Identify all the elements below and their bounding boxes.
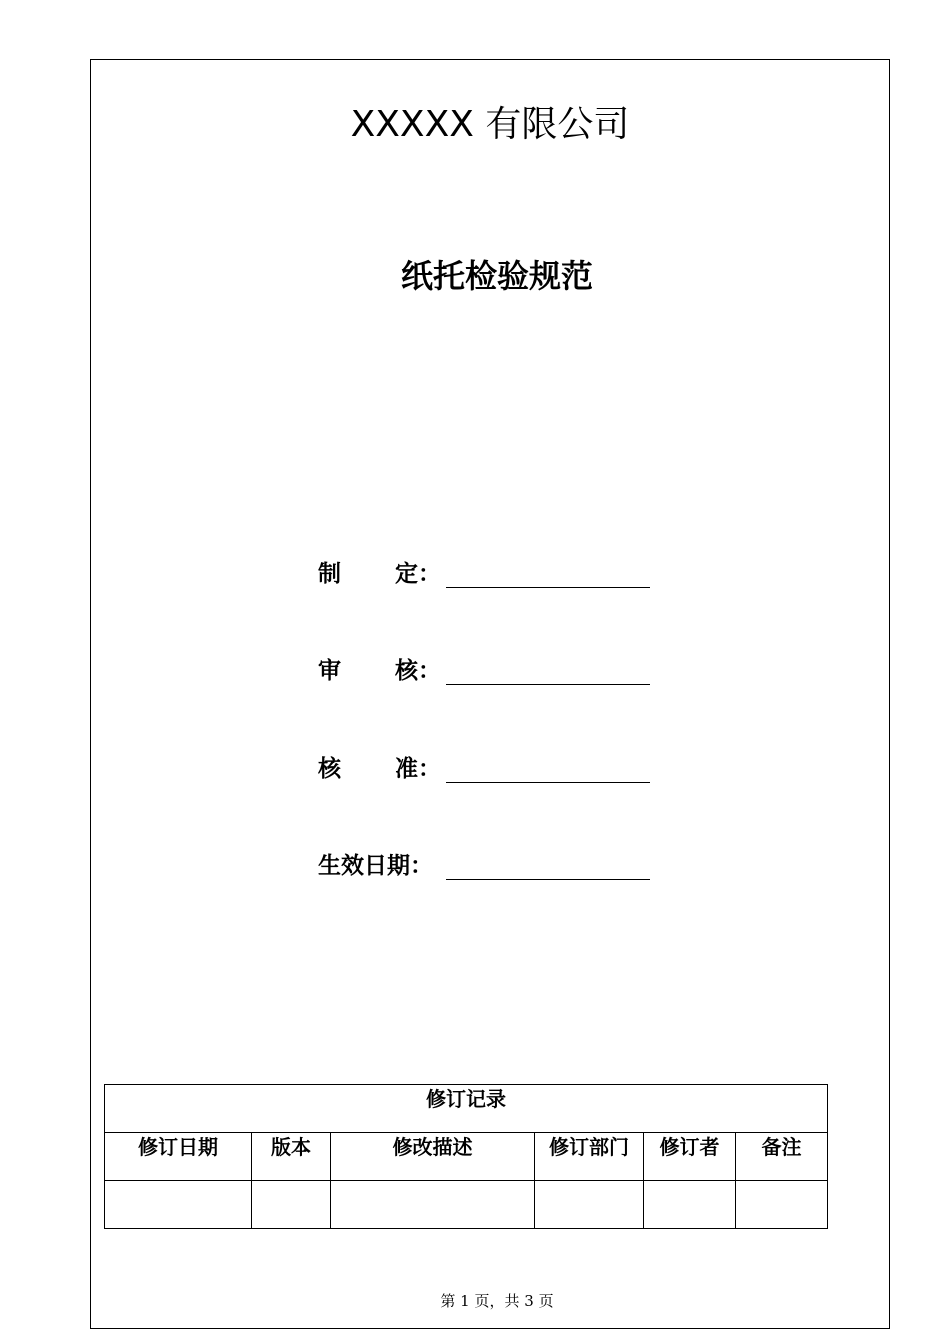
made-by-signature-line <box>446 587 650 588</box>
made-by-row: 制 定： <box>318 559 658 593</box>
revision-table-title: 修订记录 <box>105 1085 828 1133</box>
column-header-revision-date: 修订日期 <box>105 1133 252 1181</box>
approved-by-row: 核 准： <box>318 754 658 788</box>
table-cell <box>331 1181 535 1229</box>
column-header-version: 版本 <box>252 1133 331 1181</box>
table-cell <box>105 1181 252 1229</box>
company-name: XXXXX 有限公司 <box>350 104 630 145</box>
revision-table-header-row <box>105 1133 828 1181</box>
column-header-remarks: 备注 <box>736 1133 828 1181</box>
table-row <box>105 1181 828 1229</box>
revision-table-title-row <box>105 1085 828 1133</box>
table-cell <box>644 1181 736 1229</box>
reviewed-by-signature-line <box>446 684 650 685</box>
column-header-reviser: 修订者 <box>644 1133 736 1181</box>
approved-by-signature-line <box>446 782 650 783</box>
table-cell <box>252 1181 331 1229</box>
effective-date-label: 生效日期： <box>318 853 433 879</box>
column-header-revising-department: 修订部门 <box>535 1133 644 1181</box>
page-number: 第 1 页，共 3 页 <box>440 1292 554 1310</box>
table-cell <box>736 1181 828 1229</box>
document-title: 纸托检验规范 <box>400 257 593 295</box>
column-header-change-description: 修改描述 <box>331 1133 535 1181</box>
table-cell <box>535 1181 644 1229</box>
revision-table <box>104 1084 828 1229</box>
effective-date-row <box>318 851 658 885</box>
effective-date-line <box>446 879 650 880</box>
reviewed-by-row: 审 核： <box>318 656 658 690</box>
